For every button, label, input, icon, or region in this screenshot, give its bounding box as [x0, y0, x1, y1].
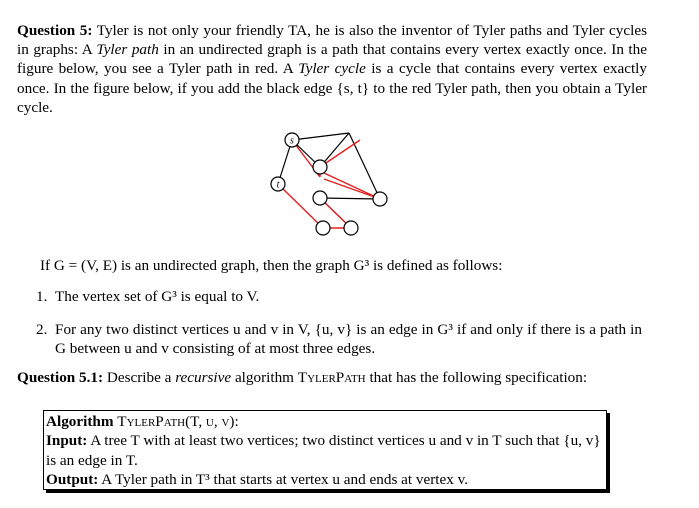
- red-edge-n4-t: [278, 184, 323, 228]
- output-text: A Tyler path in T³ that starts at vertex u and ends at vertex v.: [98, 471, 469, 489]
- algorithm-signature: TylerPath(T, u, v):: [117, 413, 239, 430]
- question-5-1-paragraph: [17, 368, 647, 387]
- question-5-label: Question 5:: [17, 22, 93, 39]
- vertex-n1: [313, 160, 327, 174]
- vertex-n3: [373, 192, 387, 206]
- item-2-number: 2.: [36, 321, 48, 338]
- algorithm-input: [46, 431, 604, 470]
- vertex-t-label: t: [276, 179, 280, 191]
- q51-text-1: Describe a: [103, 369, 176, 386]
- algorithm-header: [46, 412, 606, 431]
- definition-item-2: [36, 320, 642, 358]
- algorithm-label: Algorithm: [46, 413, 114, 430]
- edge-s-n7: [292, 133, 349, 140]
- red-tyler-path: [278, 140, 380, 228]
- vertex-s-label: s: [290, 135, 294, 147]
- g3-definition-line: If G = (V, E) is an undirected graph, then the graph G³ is defined as follows:: [40, 257, 503, 274]
- intro-text-3: is a cycle that contains every vertex exactly once. In the figure below, if you add the black edge {s, t} to the red Tyler path, then you obtain a Tyler cycle.: [17, 60, 647, 116]
- output-label: Output:: [46, 471, 99, 489]
- intro-text-1: Tyler is not only your friendly TA, he is also the inventor of Tyler paths and Tyler cycles in graphs: A: [17, 22, 647, 59]
- question-5-1-label: Question 5.1:: [17, 369, 104, 386]
- q51-text-2: algorithm: [231, 369, 298, 386]
- algorithm-output: [46, 470, 606, 489]
- definition-item-1: [36, 287, 642, 306]
- edge-n2-n3: [320, 198, 380, 199]
- intro-text-2: in an undirected graph is a path that contains every vertex exactly once. In the figure below, you see a Tyler path in red. A: [17, 41, 647, 78]
- item-1-number: 1.: [36, 288, 48, 305]
- red-edge-n6-n3: [324, 173, 380, 199]
- term-tyler-path: Tyler path: [96, 41, 159, 59]
- algorithm-specification-box: [43, 410, 607, 490]
- algorithm-name: TylerPath: [297, 369, 366, 386]
- item-2-text: For any two distinct vertices u and v in V, {u, v} is an edge in G³ if and only if there is a path in G between u and v consisting of at most three edges.: [55, 321, 642, 358]
- question-5-paragraph: [17, 21, 647, 117]
- q51-text-3: that has the following specification:: [365, 369, 588, 386]
- term-tyler-cycle: Tyler cycle: [298, 60, 366, 78]
- term-recursive: recursive: [175, 369, 232, 386]
- vertex-n5: [344, 221, 358, 235]
- tyler-path-figure: [260, 128, 400, 243]
- item-1-text: The vertex set of G³ is equal to V.: [55, 288, 260, 305]
- input-text: A tree T with at least two vertices; two distinct vertices u and v in T such that {u, v} is an edge in T.: [46, 432, 601, 469]
- vertex-n2: [313, 191, 327, 205]
- input-label: Input:: [46, 432, 88, 450]
- vertex-n4: [316, 221, 330, 235]
